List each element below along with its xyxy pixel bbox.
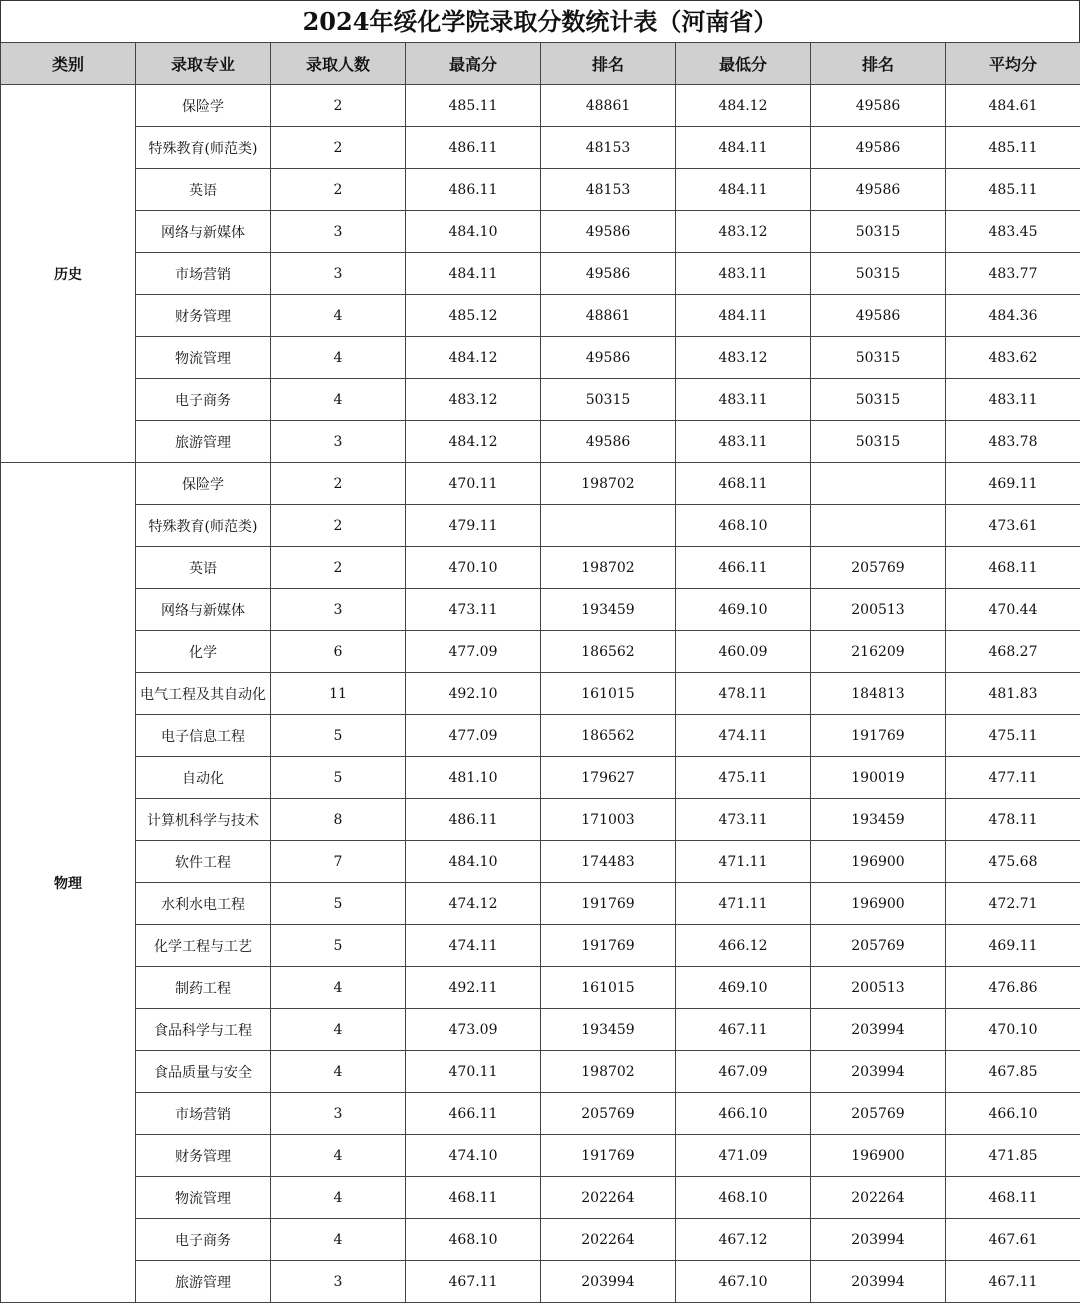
cell-major: 市场营销	[136, 1093, 271, 1135]
cell-max-rank: 193459	[541, 1009, 676, 1051]
cell-max-score: 486.11	[406, 127, 541, 169]
cell-enrolled-count: 3	[271, 211, 406, 253]
table-row	[1, 1135, 1080, 1177]
cell-min-score: 466.10	[676, 1093, 811, 1135]
cell-min-score: 484.11	[676, 295, 811, 337]
cell-avg-score: 469.11	[946, 925, 1080, 967]
category-cell: 物理	[1, 463, 136, 1303]
cell-max-rank: 186562	[541, 631, 676, 673]
cell-max-score: 481.10	[406, 757, 541, 799]
cell-max-score: 477.09	[406, 631, 541, 673]
cell-major: 物流管理	[136, 337, 271, 379]
cell-major: 市场营销	[136, 253, 271, 295]
table-row	[1, 1261, 1080, 1303]
header-category: 类别	[1, 43, 136, 85]
cell-enrolled-count: 2	[271, 169, 406, 211]
cell-enrolled-count: 11	[271, 673, 406, 715]
cell-major: 自动化	[136, 757, 271, 799]
cell-min-rank: 202264	[811, 1177, 946, 1219]
table-row	[1, 925, 1080, 967]
cell-max-score: 468.10	[406, 1219, 541, 1261]
cell-enrolled-count: 3	[271, 589, 406, 631]
cell-min-score: 469.10	[676, 589, 811, 631]
cell-major: 旅游管理	[136, 1261, 271, 1303]
cell-major: 电子商务	[136, 379, 271, 421]
cell-enrolled-count: 4	[271, 1009, 406, 1051]
table-row	[1, 127, 1080, 169]
cell-max-rank: 174483	[541, 841, 676, 883]
table-row	[1, 211, 1080, 253]
cell-avg-score: 484.61	[946, 85, 1080, 127]
cell-min-score: 484.11	[676, 127, 811, 169]
cell-min-rank: 50315	[811, 337, 946, 379]
cell-enrolled-count: 4	[271, 1135, 406, 1177]
cell-max-score: 485.11	[406, 85, 541, 127]
table-row	[1, 967, 1080, 1009]
cell-avg-score: 473.61	[946, 505, 1080, 547]
cell-max-rank: 205769	[541, 1093, 676, 1135]
cell-major: 英语	[136, 547, 271, 589]
cell-enrolled-count: 4	[271, 1051, 406, 1093]
cell-min-score: 460.09	[676, 631, 811, 673]
cell-avg-score: 475.11	[946, 715, 1080, 757]
cell-max-rank: 50315	[541, 379, 676, 421]
cell-min-score: 471.11	[676, 841, 811, 883]
cell-enrolled-count: 2	[271, 547, 406, 589]
cell-major: 水利水电工程	[136, 883, 271, 925]
cell-avg-score: 470.44	[946, 589, 1080, 631]
cell-min-score: 473.11	[676, 799, 811, 841]
cell-min-rank	[811, 463, 946, 505]
cell-max-rank: 191769	[541, 925, 676, 967]
cell-min-score: 478.11	[676, 673, 811, 715]
cell-min-score: 467.09	[676, 1051, 811, 1093]
cell-max-score: 485.12	[406, 295, 541, 337]
cell-min-score: 474.11	[676, 715, 811, 757]
cell-major: 电子信息工程	[136, 715, 271, 757]
table-row	[1, 715, 1080, 757]
table-row	[1, 463, 1080, 505]
cell-major: 食品科学与工程	[136, 1009, 271, 1051]
cell-avg-score: 478.11	[946, 799, 1080, 841]
cell-min-rank: 49586	[811, 127, 946, 169]
table-row	[1, 295, 1080, 337]
cell-enrolled-count: 4	[271, 1177, 406, 1219]
cell-max-score: 474.11	[406, 925, 541, 967]
cell-max-rank: 193459	[541, 589, 676, 631]
cell-min-rank: 205769	[811, 1093, 946, 1135]
cell-max-score: 473.09	[406, 1009, 541, 1051]
cell-major: 电气工程及其自动化	[136, 673, 271, 715]
cell-min-score: 471.09	[676, 1135, 811, 1177]
cell-avg-score: 468.11	[946, 547, 1080, 589]
cell-major: 制药工程	[136, 967, 271, 1009]
cell-min-score: 468.11	[676, 463, 811, 505]
header-max-score: 最高分	[406, 43, 541, 85]
cell-max-score: 474.10	[406, 1135, 541, 1177]
cell-avg-score: 477.11	[946, 757, 1080, 799]
cell-avg-score: 466.10	[946, 1093, 1080, 1135]
cell-min-rank: 49586	[811, 169, 946, 211]
header-max-rank: 排名	[541, 43, 676, 85]
cell-enrolled-count: 3	[271, 421, 406, 463]
cell-min-rank: 50315	[811, 379, 946, 421]
cell-min-rank: 50315	[811, 211, 946, 253]
cell-max-rank: 179627	[541, 757, 676, 799]
cell-max-rank: 198702	[541, 1051, 676, 1093]
cell-max-score: 470.11	[406, 1051, 541, 1093]
cell-major: 特殊教育(师范类)	[136, 127, 271, 169]
table-row	[1, 421, 1080, 463]
cell-min-score: 468.10	[676, 1177, 811, 1219]
cell-min-rank: 49586	[811, 85, 946, 127]
cell-avg-score: 467.11	[946, 1261, 1080, 1303]
cell-max-score: 484.10	[406, 211, 541, 253]
cell-major: 财务管理	[136, 295, 271, 337]
cell-major: 保险学	[136, 85, 271, 127]
cell-min-score: 466.11	[676, 547, 811, 589]
cell-max-rank: 49586	[541, 253, 676, 295]
cell-max-score: 483.12	[406, 379, 541, 421]
cell-max-rank: 171003	[541, 799, 676, 841]
table-row	[1, 631, 1080, 673]
cell-max-score: 474.12	[406, 883, 541, 925]
cell-enrolled-count: 4	[271, 295, 406, 337]
cell-enrolled-count: 5	[271, 883, 406, 925]
cell-min-rank: 216209	[811, 631, 946, 673]
cell-max-score: 486.11	[406, 799, 541, 841]
cell-major: 网络与新媒体	[136, 589, 271, 631]
cell-enrolled-count: 3	[271, 1261, 406, 1303]
header-major: 录取专业	[136, 43, 271, 85]
cell-max-rank: 202264	[541, 1219, 676, 1261]
cell-max-score: 467.11	[406, 1261, 541, 1303]
cell-major: 特殊教育(师范类)	[136, 505, 271, 547]
cell-major: 财务管理	[136, 1135, 271, 1177]
table-row	[1, 1219, 1080, 1261]
cell-min-score: 469.10	[676, 967, 811, 1009]
cell-avg-score: 470.10	[946, 1009, 1080, 1051]
cell-enrolled-count: 2	[271, 127, 406, 169]
cell-max-rank: 191769	[541, 883, 676, 925]
cell-min-rank: 50315	[811, 421, 946, 463]
cell-min-score: 484.12	[676, 85, 811, 127]
cell-min-rank: 203994	[811, 1009, 946, 1051]
cell-enrolled-count: 3	[271, 253, 406, 295]
table-row	[1, 169, 1080, 211]
cell-max-score: 468.11	[406, 1177, 541, 1219]
cell-min-score: 467.12	[676, 1219, 811, 1261]
cell-major: 计算机科学与技术	[136, 799, 271, 841]
cell-min-score: 483.12	[676, 337, 811, 379]
cell-min-score: 466.12	[676, 925, 811, 967]
header-avg-score: 平均分	[946, 43, 1080, 85]
cell-max-rank: 186562	[541, 715, 676, 757]
cell-avg-score: 481.83	[946, 673, 1080, 715]
cell-min-rank: 50315	[811, 253, 946, 295]
cell-enrolled-count: 5	[271, 925, 406, 967]
cell-avg-score: 483.11	[946, 379, 1080, 421]
cell-enrolled-count: 2	[271, 463, 406, 505]
cell-max-rank: 202264	[541, 1177, 676, 1219]
cell-min-score: 483.11	[676, 421, 811, 463]
cell-avg-score: 467.61	[946, 1219, 1080, 1261]
cell-enrolled-count: 4	[271, 379, 406, 421]
cell-min-score: 483.11	[676, 379, 811, 421]
cell-enrolled-count: 4	[271, 967, 406, 1009]
cell-avg-score: 475.68	[946, 841, 1080, 883]
table-row	[1, 1093, 1080, 1135]
cell-min-score: 483.11	[676, 253, 811, 295]
cell-enrolled-count: 7	[271, 841, 406, 883]
cell-max-rank: 48153	[541, 127, 676, 169]
cell-max-rank: 48861	[541, 85, 676, 127]
table-row	[1, 253, 1080, 295]
table-row	[1, 379, 1080, 421]
cell-max-score: 470.11	[406, 463, 541, 505]
cell-enrolled-count: 3	[271, 1093, 406, 1135]
cell-avg-score: 485.11	[946, 169, 1080, 211]
header-enrolled-count: 录取人数	[271, 43, 406, 85]
admission-score-table	[0, 42, 1080, 1303]
cell-max-rank: 203994	[541, 1261, 676, 1303]
cell-min-score: 475.11	[676, 757, 811, 799]
cell-major: 保险学	[136, 463, 271, 505]
cell-min-rank: 200513	[811, 967, 946, 1009]
table-row	[1, 757, 1080, 799]
cell-max-rank: 49586	[541, 421, 676, 463]
table-row	[1, 799, 1080, 841]
cell-max-rank: 161015	[541, 967, 676, 1009]
cell-avg-score: 471.85	[946, 1135, 1080, 1177]
cell-avg-score: 468.11	[946, 1177, 1080, 1219]
cell-max-score: 466.11	[406, 1093, 541, 1135]
category-cell: 历史	[1, 85, 136, 463]
cell-avg-score: 469.11	[946, 463, 1080, 505]
table-row	[1, 841, 1080, 883]
cell-avg-score: 483.45	[946, 211, 1080, 253]
cell-max-rank: 198702	[541, 463, 676, 505]
cell-enrolled-count: 5	[271, 757, 406, 799]
cell-min-score: 467.11	[676, 1009, 811, 1051]
cell-min-rank: 203994	[811, 1219, 946, 1261]
cell-min-rank: 203994	[811, 1051, 946, 1093]
cell-avg-score: 476.86	[946, 967, 1080, 1009]
cell-min-rank: 193459	[811, 799, 946, 841]
cell-enrolled-count: 5	[271, 715, 406, 757]
cell-max-score: 486.11	[406, 169, 541, 211]
cell-max-score: 479.11	[406, 505, 541, 547]
cell-max-score: 484.10	[406, 841, 541, 883]
table-row	[1, 883, 1080, 925]
cell-max-score: 473.11	[406, 589, 541, 631]
cell-min-rank: 203994	[811, 1261, 946, 1303]
cell-max-rank: 191769	[541, 1135, 676, 1177]
cell-major: 电子商务	[136, 1219, 271, 1261]
cell-max-rank: 48861	[541, 295, 676, 337]
cell-major: 网络与新媒体	[136, 211, 271, 253]
cell-min-score: 484.11	[676, 169, 811, 211]
table-row	[1, 589, 1080, 631]
cell-min-rank: 184813	[811, 673, 946, 715]
cell-enrolled-count: 4	[271, 1219, 406, 1261]
cell-min-rank: 191769	[811, 715, 946, 757]
cell-max-score: 484.12	[406, 421, 541, 463]
cell-min-rank: 196900	[811, 1135, 946, 1177]
cell-max-rank: 49586	[541, 211, 676, 253]
cell-avg-score: 483.77	[946, 253, 1080, 295]
cell-major: 物流管理	[136, 1177, 271, 1219]
cell-avg-score: 485.11	[946, 127, 1080, 169]
cell-avg-score: 472.71	[946, 883, 1080, 925]
cell-avg-score: 484.36	[946, 295, 1080, 337]
cell-major: 旅游管理	[136, 421, 271, 463]
cell-enrolled-count: 2	[271, 505, 406, 547]
cell-min-score: 471.11	[676, 883, 811, 925]
table-row	[1, 85, 1080, 127]
cell-max-rank: 198702	[541, 547, 676, 589]
cell-avg-score: 483.62	[946, 337, 1080, 379]
cell-max-score: 492.10	[406, 673, 541, 715]
cell-min-rank: 205769	[811, 925, 946, 967]
cell-max-rank: 161015	[541, 673, 676, 715]
cell-max-score: 492.11	[406, 967, 541, 1009]
table-row	[1, 1051, 1080, 1093]
cell-max-rank	[541, 505, 676, 547]
table-row	[1, 337, 1080, 379]
cell-max-score: 477.09	[406, 715, 541, 757]
cell-min-score: 467.10	[676, 1261, 811, 1303]
page-title: 2024年绥化学院录取分数统计表（河南省）	[0, 0, 1080, 42]
cell-min-rank: 205769	[811, 547, 946, 589]
cell-max-score: 470.10	[406, 547, 541, 589]
cell-enrolled-count: 4	[271, 337, 406, 379]
table-row	[1, 1009, 1080, 1051]
table-body	[1, 85, 1080, 1303]
cell-major: 化学工程与工艺	[136, 925, 271, 967]
table-header-row	[1, 43, 1080, 85]
table-row	[1, 673, 1080, 715]
cell-avg-score: 468.27	[946, 631, 1080, 673]
cell-max-score: 484.11	[406, 253, 541, 295]
cell-avg-score: 467.85	[946, 1051, 1080, 1093]
cell-max-rank: 49586	[541, 337, 676, 379]
table-row	[1, 1177, 1080, 1219]
cell-min-score: 468.10	[676, 505, 811, 547]
header-min-score: 最低分	[676, 43, 811, 85]
cell-max-rank: 48153	[541, 169, 676, 211]
cell-enrolled-count: 8	[271, 799, 406, 841]
cell-min-rank: 200513	[811, 589, 946, 631]
cell-min-rank: 196900	[811, 883, 946, 925]
cell-major: 食品质量与安全	[136, 1051, 271, 1093]
cell-min-score: 483.12	[676, 211, 811, 253]
cell-max-score: 484.12	[406, 337, 541, 379]
cell-major: 软件工程	[136, 841, 271, 883]
cell-min-rank: 196900	[811, 841, 946, 883]
cell-avg-score: 483.78	[946, 421, 1080, 463]
cell-major: 英语	[136, 169, 271, 211]
cell-min-rank: 49586	[811, 295, 946, 337]
cell-enrolled-count: 2	[271, 85, 406, 127]
table-row	[1, 505, 1080, 547]
cell-enrolled-count: 6	[271, 631, 406, 673]
cell-min-rank	[811, 505, 946, 547]
cell-major: 化学	[136, 631, 271, 673]
header-min-rank: 排名	[811, 43, 946, 85]
table-row	[1, 547, 1080, 589]
cell-min-rank: 190019	[811, 757, 946, 799]
